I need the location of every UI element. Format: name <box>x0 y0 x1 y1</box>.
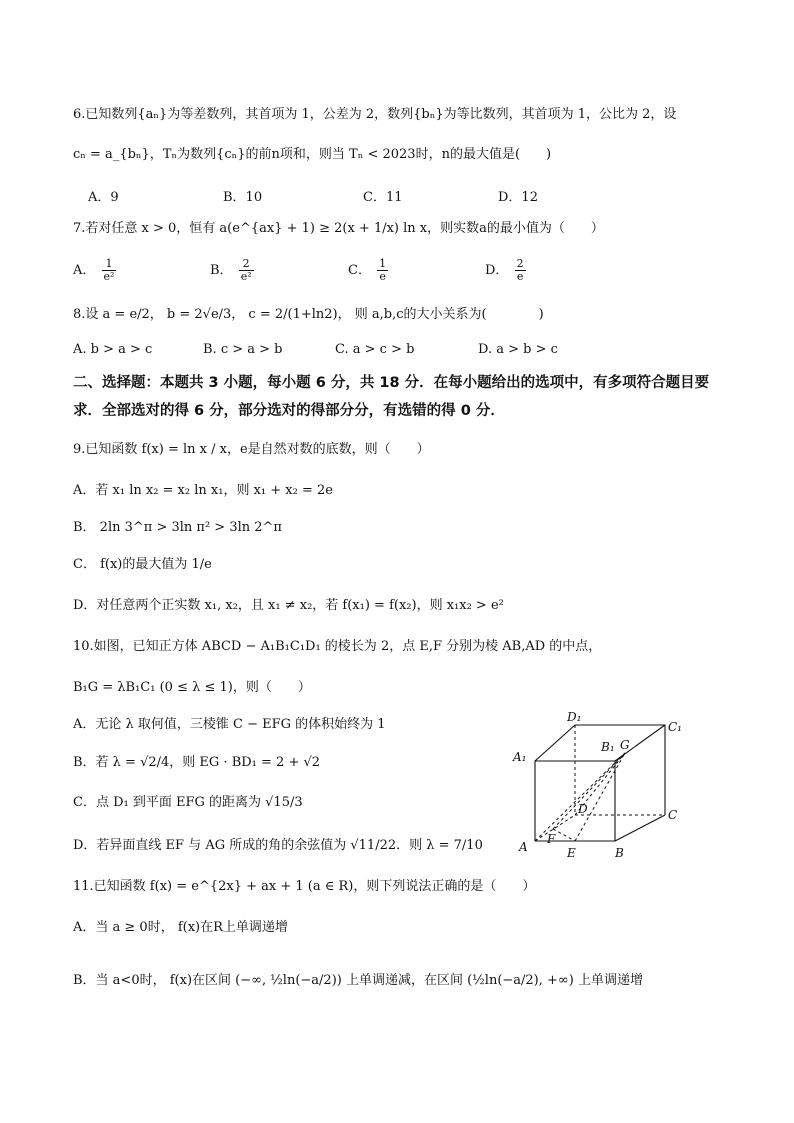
q6-option-b: B．10 <box>223 190 263 205</box>
q7-option-c: C． $\frac{1}{e}$ <box>348 257 387 283</box>
q11-option-b: B．当 a<0时， f(x)在区间 (−∞, ½ln(−a/2)) 上单调递减，在区间 (½ln(−a/2), +∞) 上单调递增 <box>73 973 643 988</box>
q8-option-a: A. b > a > c <box>73 342 153 357</box>
q7-option-a: A． $\frac{1}{\text{e²}}$ <box>73 257 115 283</box>
label-d: D <box>578 802 588 816</box>
q8-option-b: B. c > a > b <box>203 342 283 357</box>
line-f-g <box>553 753 625 829</box>
cube-figure <box>505 705 705 865</box>
q10-option-a: A．无论 λ 取何值，三棱锥 C − EFG 的体积始终为 1 <box>73 717 386 732</box>
label-c1: C₁ <box>668 720 682 734</box>
edge-b-c <box>615 815 665 841</box>
q6-stem-line2: cₙ = a_{bₙ}，Tₙ为数列{cₙ}的前n项和，则当 Tₙ < 2023时，n的最大值是( ) <box>73 147 552 162</box>
q6-options <box>73 186 793 206</box>
q10-option-b: B．若 λ = √2/4，则 EG · BD₁ = 2 + √2 <box>73 755 321 770</box>
label-a: A <box>519 840 528 854</box>
q10-option-c: C．点 D₁ 到平面 EFG 的距离为 √15/3 <box>73 795 303 810</box>
line-a-g <box>535 753 625 841</box>
q6-option-c: C．11 <box>363 190 403 205</box>
q9-option-a: A．若 x₁ ln x₂ = x₂ ln x₁，则 x₁ + x₂ = 2e <box>73 483 333 498</box>
label-e: E <box>567 846 576 860</box>
label-c: C <box>668 808 678 822</box>
q7-option-b: B． $\frac{2}{\text{e²}}$ <box>210 257 252 283</box>
q10-stem-line1: 10.如图，已知正方体 ABCD − A₁B₁C₁D₁ 的棱长为 2，点 E,F 分别为棱 AB,AD 的中点， <box>73 639 602 654</box>
q10-stem-line2: B₁G = λB₁C₁ (0 ≤ λ ≤ 1)，则（ ） <box>73 680 311 695</box>
q9-stem: 9.已知函数 f(x) = ln x / x，e是自然对数的底数，则（ ） <box>73 442 430 457</box>
q7-stem: 7.若对任意 x > 0，恒有 a(e^{ax} + 1) ≥ 2(x + 1/x) ln x，则实数a的最小值为（ ） <box>73 221 604 236</box>
label-b: B <box>615 846 624 860</box>
label-g: G <box>620 738 630 752</box>
q8-options <box>73 342 793 362</box>
label-b1: B₁ <box>601 740 615 754</box>
q9-option-d: D．对任意两个正实数 x₁, x₂，且 x₁ ≠ x₂，若 f(x₁) = f(x₂)，则 x₁x₂ > e² <box>73 598 504 613</box>
q11-option-a: A．当 a ≥ 0时， f(x)在R上单调递增 <box>73 920 288 935</box>
q11-stem: 11.已知函数 f(x) = e^{2x} + ax + 1 (a ∈ R)，则下列说法正确的是（ ） <box>73 879 536 894</box>
q10-option-d: D．若异面直线 EF 与 AG 所成的角的余弦值为 √11/22．则 λ = 7/10 <box>73 838 483 853</box>
label-a1: A₁ <box>513 750 527 764</box>
q8-stem: 8.设 a = e/2， b = 2√e/3， c = 2/(1+ln2)， 则 a,b,c的大小关系为( ) <box>73 307 544 322</box>
line-f-e <box>553 829 575 841</box>
q9-option-b: B． 2ln 3^π > 3ln π² > 3ln 2^π <box>73 520 282 535</box>
line-e-g <box>575 753 625 841</box>
q8-option-c: C. a > c > b <box>335 342 415 357</box>
section-2-heading: 二、选择题：本题共 3 小题，每小题 6 分，共 18 分．在每小题给出的选项中，有多项符合题目要求．全部选对的得 6 分，部分选对的得部分分，有选错的得 0 分． <box>73 375 710 419</box>
q6-option-d: D．12 <box>498 190 538 205</box>
q9-option-c: C． f(x)的最大值为 1/e <box>73 557 212 572</box>
label-f: F <box>547 832 556 846</box>
q7-option-d: D． $\frac{2}{e}$ <box>485 257 524 283</box>
q7-options <box>73 258 793 290</box>
label-d1: D₁ <box>567 710 582 724</box>
q6-option-a: A．9 <box>88 190 119 205</box>
q6-stem-line1: 6.已知数列{aₙ}为等差数列，其首项为 1，公差为 2，数列{bₙ}为等比数列，其首项为 1，公比为 2，设 <box>73 107 677 122</box>
q8-option-d: D. a > b > c <box>478 342 558 357</box>
edge-a1-d1 <box>535 725 575 761</box>
